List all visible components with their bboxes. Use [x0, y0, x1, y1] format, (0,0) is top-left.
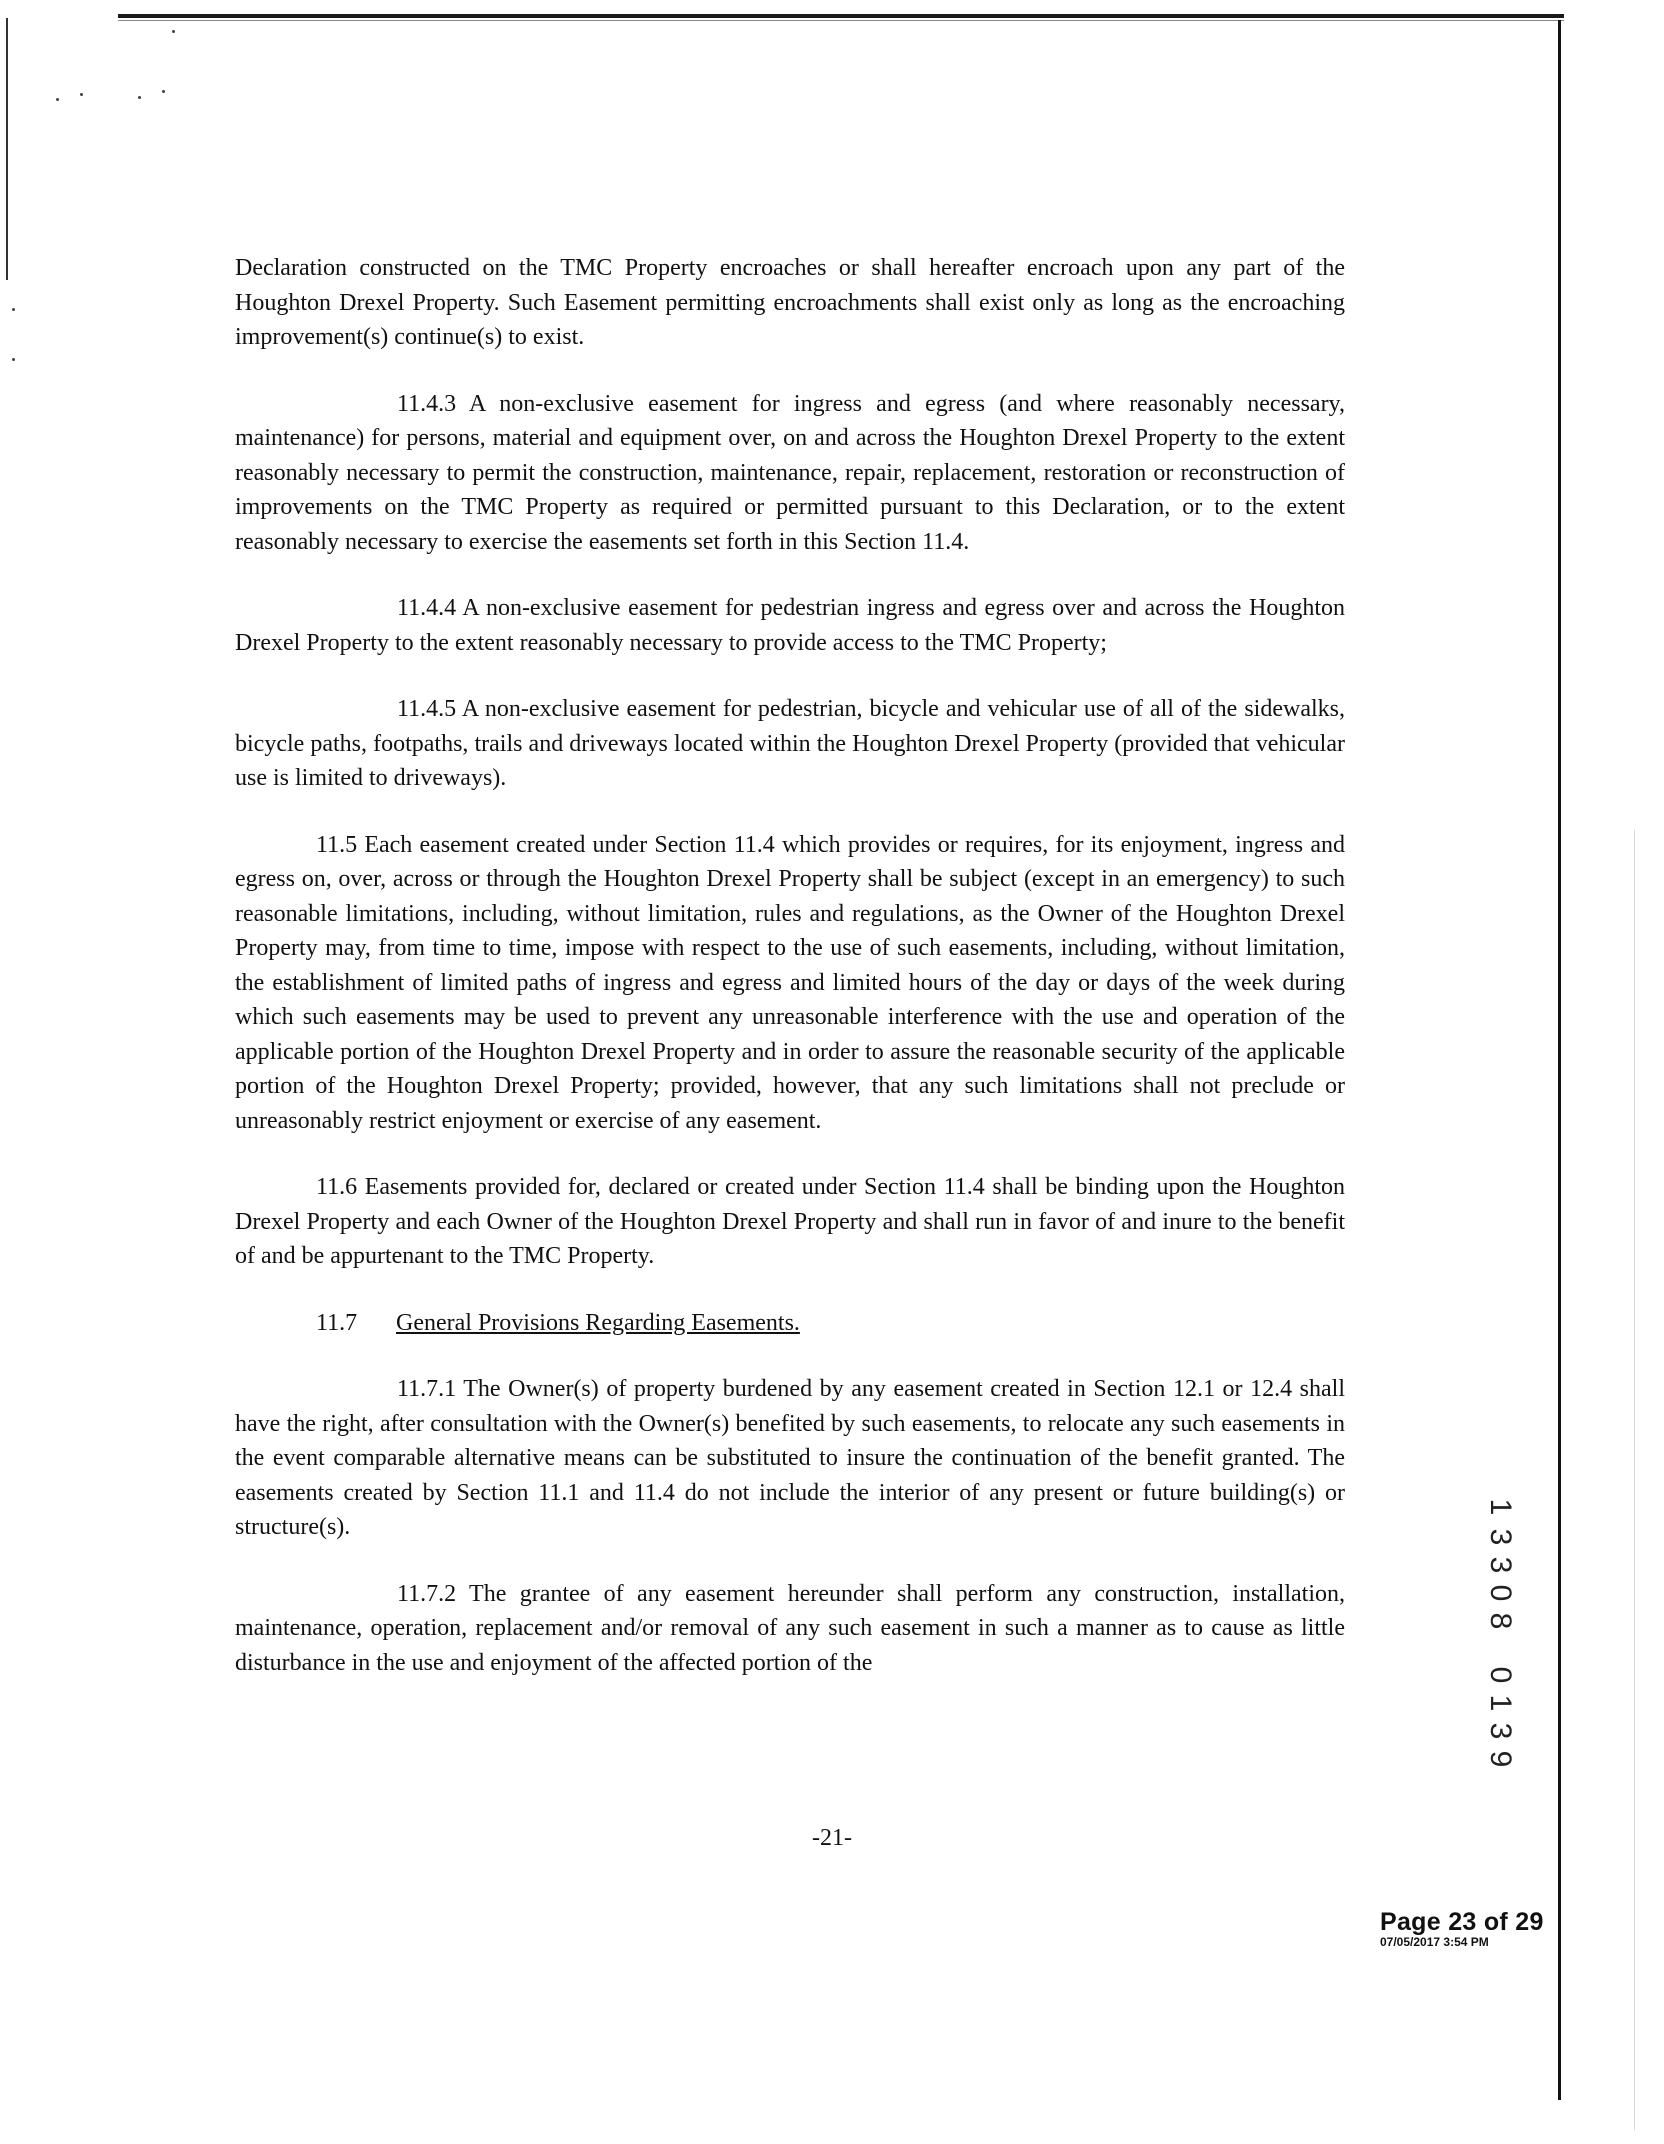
section-11-5: 11.5 Each easement created under Section 11.4 which provides or requires, for its enjoyment, ingress and egress on, over, across or through the Houghton Drexel Property shall be subject (except in an emergency) to such reasonable limitations, including, without limitation, rules and regulations, as the Owner of the Houghton Drexel Property may, from time to time, impose with respect to the use of such easements, including, without limitation, the establishment of limited paths of ingress and egress and limited hours of the day or days of the week during which such easements may be used to prevent any unreasonable interference with the use and operation of the applicable portion of the Houghton Drexel Property and in order to assure the reasonable security of the applicable portion of the Houghton Drexel Property; provided, however, that any such limitations shall not preclude or unreasonably restrict enjoyment or exercise of any easement.: [235, 831, 1345, 1134]
scan-speck: [80, 93, 83, 96]
scan-speck: [12, 358, 15, 361]
section-11-7-heading: [316, 1306, 1345, 1341]
stamp-digit: 1: [1484, 1694, 1517, 1712]
paragraph-continuation: Declaration constructed on the TMC Property encroaches or shall hereafter encroach upon any part of the Houghton Drexel Property. Such Easement permitting encroachments shall exist only as long as the encroaching improvement(s) continue(s) to exist.: [235, 255, 1345, 350]
scan-edge-faint: [1634, 830, 1635, 2130]
scan-border-right: [1558, 20, 1561, 2100]
stamp-digit: 8: [1484, 1612, 1517, 1630]
section-11-4-3: 11.4.3 A non-exclusive easement for ingress and egress (and where reasonably necessary, maintenance) for persons, material and equipment over, on and across the Houghton Drexel Property to the extent reasonably necessary to permit the construction, maintenance, repair, replacement, restoration or reconstruction of improvements on the TMC Property as required or permitted pursuant to this Declaration, or to the extent reasonably necessary to exercise the easements set forth in this Section 11.4.: [235, 390, 1345, 555]
stamp-digit: 9: [1484, 1750, 1517, 1768]
recording-stamp: [1480, 1490, 1520, 1780]
section-11-7-title: General Provisions Regarding Easements.: [396, 1309, 800, 1336]
stamp-digit: 3: [1484, 1528, 1517, 1546]
document-body: [235, 251, 1345, 1712]
stamp-digit: 0: [1484, 1666, 1517, 1684]
stamp-digit: 3: [1484, 1556, 1517, 1574]
section-11-6: 11.6 Easements provided for, declared or created under Section 11.4 shall be binding upon the Houghton Drexel Property and each Owner of the Houghton Drexel Property and shall run in favor of and inure to the benefit of and be appurtenant to the TMC Property.: [235, 1174, 1345, 1269]
scan-speck: [138, 96, 141, 99]
page-number: -21-: [812, 1825, 852, 1851]
recorder-timestamp: 07/05/2017 3:54 PM: [1380, 1935, 1489, 1949]
scan-border-top-shadow: [118, 20, 1564, 21]
scan-speck: [56, 98, 59, 101]
stamp-digit: 3: [1484, 1722, 1517, 1740]
section-11-7-1: 11.7.1 The Owner(s) of property burdened by any easement created in Section 12.1 or 12.4 shall have the right, after consultation with the Owner(s) benefited by such easements, to relocate any such easements in the event comparable alternative means can be substituted to insure the continuation of the benefit granted. The easements created by Section 11.1 and 11.4 do not include the interior of any present or future building(s) or structure(s).: [235, 1376, 1345, 1540]
stamp-digit: 0: [1484, 1584, 1517, 1602]
section-11-4-4: 11.4.4 A non-exclusive easement for pedestrian ingress and egress over and across the Houghton Drexel Property to the extent reasonably necessary to provide access to the TMC Property;: [235, 595, 1345, 656]
section-11-7-number: 11.7: [316, 1309, 358, 1336]
section-11-7-2: 11.7.2 The grantee of any easement hereunder shall perform any construction, installation, maintenance, operation, replacement and/or removal of any such easement in such a manner as to cause as little disturbance in the use and enjoyment of the affected portion of the: [235, 1580, 1345, 1676]
scan-speck: [172, 30, 175, 33]
scan-speck: [12, 308, 15, 311]
scan-border-top: [118, 14, 1564, 18]
scan-border-left: [6, 18, 8, 280]
section-11-4-5: 11.4.5 A non-exclusive easement for pedestrian, bicycle and vehicular use of all of the sidewalks, bicycle paths, footpaths, trails and driveways located within the Houghton Drexel Property (provided that vehicular use is limited to driveways).: [235, 696, 1345, 791]
recorder-footer: [1380, 1908, 1580, 1949]
recorder-page-label: Page 23 of 29: [1380, 1908, 1544, 1936]
stamp-digit: 1: [1484, 1498, 1517, 1516]
scan-speck: [162, 90, 165, 93]
